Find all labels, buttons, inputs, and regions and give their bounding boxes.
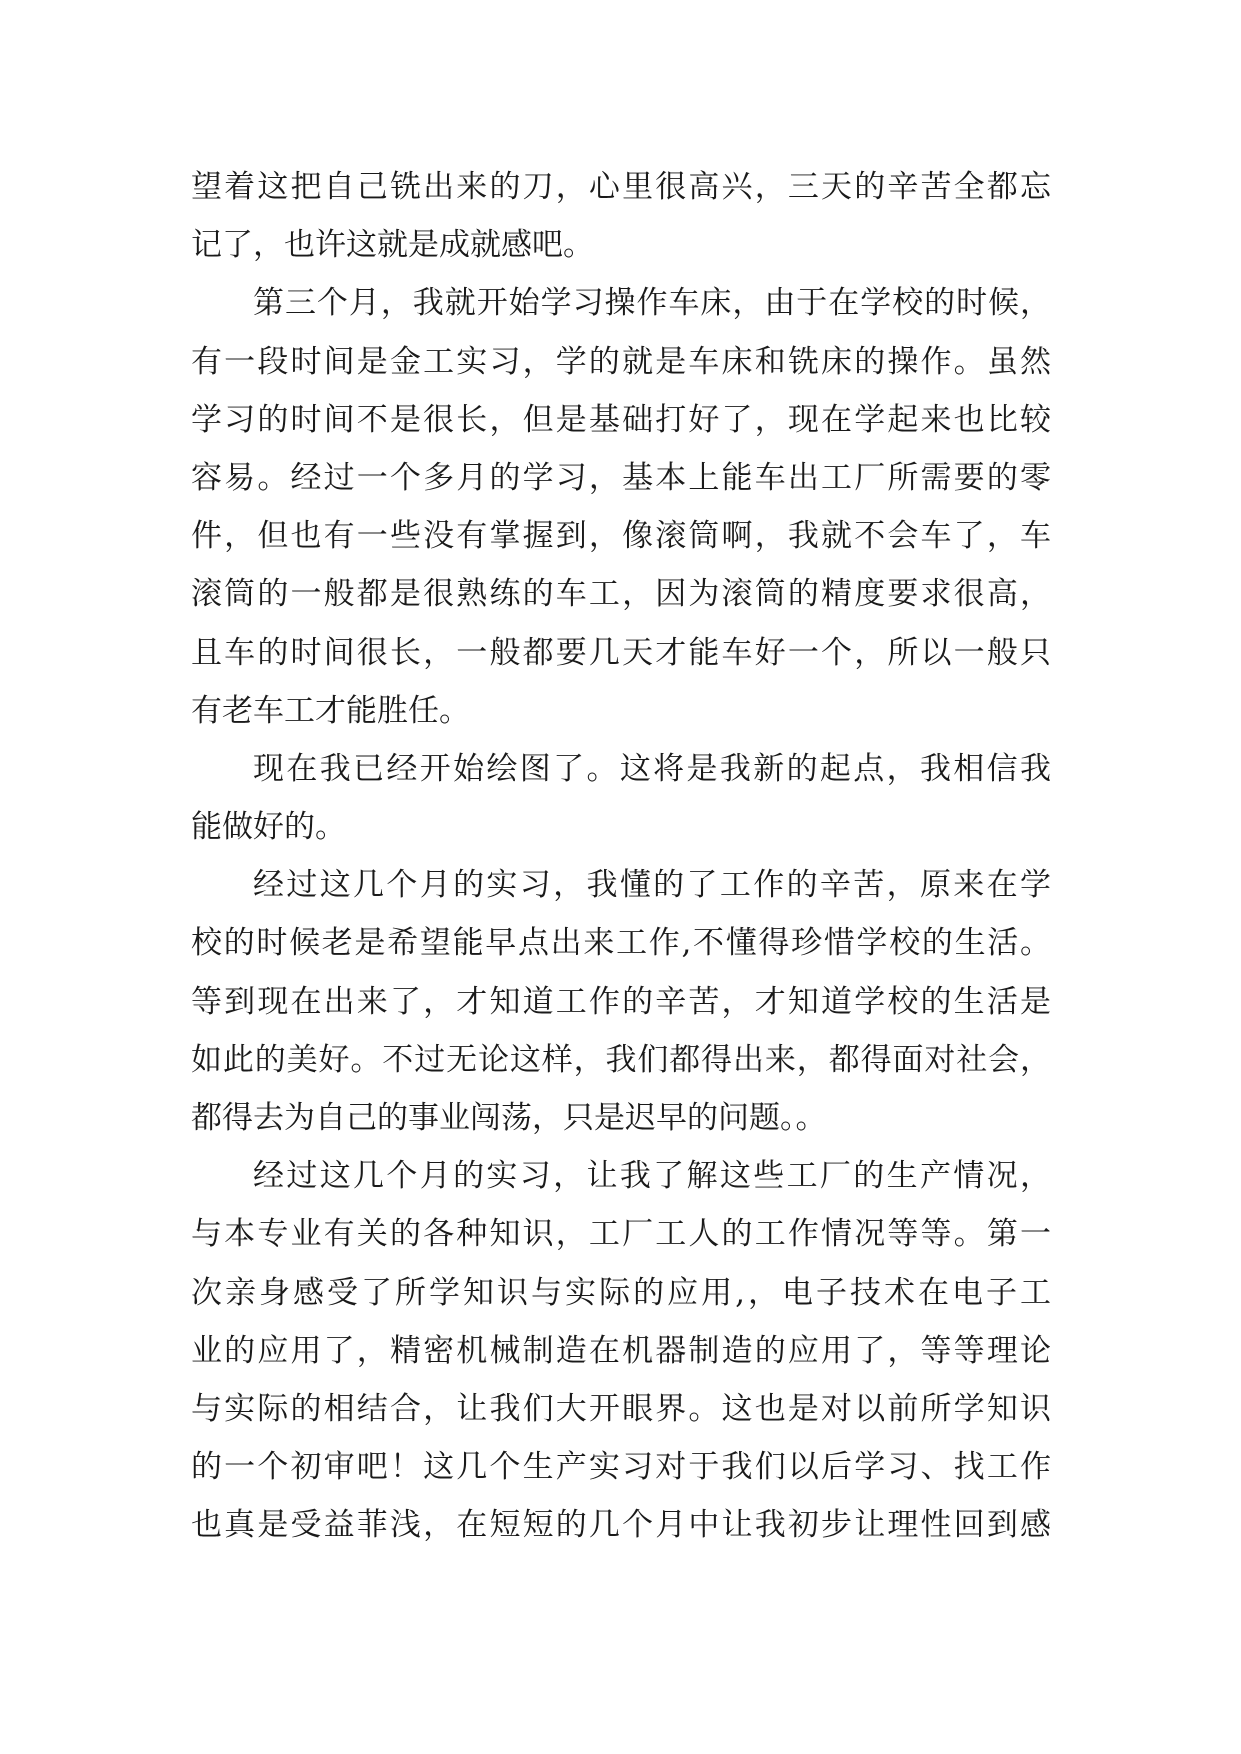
text-line: 经过这几个月的实习，让我了解这些工厂的生产情况， xyxy=(253,1158,1051,1195)
text-line: 与实际的相结合，让我们大开眼界。这也是对以前所学知识 xyxy=(191,1390,1051,1427)
text-line: 有老车工才能胜任。 xyxy=(191,692,470,729)
text-line: 件，但也有一些没有掌握到，像滚筒啊，我就不会车了，车 xyxy=(191,518,1051,555)
text-line: 校的时候老是希望能早点出来工作,不懂得珍惜学校的生活。 xyxy=(191,925,1051,962)
text-line: 学习的时间不是很长，但是基础打好了，现在学起来也比较 xyxy=(191,401,1051,438)
body-text xyxy=(191,158,1051,1555)
text-line: 的一个初审吧！这几个生产实习对于我们以后学习、找工作 xyxy=(191,1449,1051,1486)
text-line: 如此的美好。不过无论这样，我们都得出来，都得面对社会， xyxy=(191,1041,1051,1078)
text-line: 滚筒的一般都是很熟练的车工，因为滚筒的精度要求很高， xyxy=(191,576,1051,613)
text-line: 容易。经过一个多月的学习，基本上能车出工厂所需要的零 xyxy=(191,459,1051,496)
text-line: 与本专业有关的各种知识，工厂工人的工作情况等等。第一 xyxy=(191,1216,1051,1253)
text-line: 有一段时间是金工实习，学的就是车床和铣床的操作。虽然 xyxy=(191,343,1051,380)
text-line: 都得去为自己的事业闯荡，只是迟早的问题。。 xyxy=(191,1100,827,1136)
text-line: 经过这几个月的实习，我懂的了工作的辛苦，原来在学 xyxy=(253,867,1051,904)
text-line: 记了，也许这就是成就感吧。 xyxy=(191,227,594,264)
text-line: 次亲身感受了所学知识与实际的应用,，电子技术在电子工 xyxy=(191,1274,1051,1311)
text-line: 能做好的。 xyxy=(191,809,346,846)
text-line: 且车的时间很长，一般都要几天才能车好一个，所以一般只 xyxy=(191,634,1051,671)
text-line: 第三个月，我就开始学习操作车床，由于在学校的时候， xyxy=(253,285,1051,322)
text-line: 等到现在出来了，才知道工作的辛苦，才知道学校的生活是 xyxy=(191,983,1051,1020)
text-line: 业的应用了，精密机械制造在机器制造的应用了，等等理论 xyxy=(191,1332,1051,1369)
text-line: 望着这把自己铣出来的刀，心里很高兴，三天的辛苦全都忘 xyxy=(191,169,1051,205)
text-line: 现在我已经开始绘图了。这将是我新的起点，我相信我 xyxy=(253,750,1051,787)
text-line: 也真是受益菲浅，在短短的几个月中让我初步让理性回到感 xyxy=(191,1507,1051,1544)
